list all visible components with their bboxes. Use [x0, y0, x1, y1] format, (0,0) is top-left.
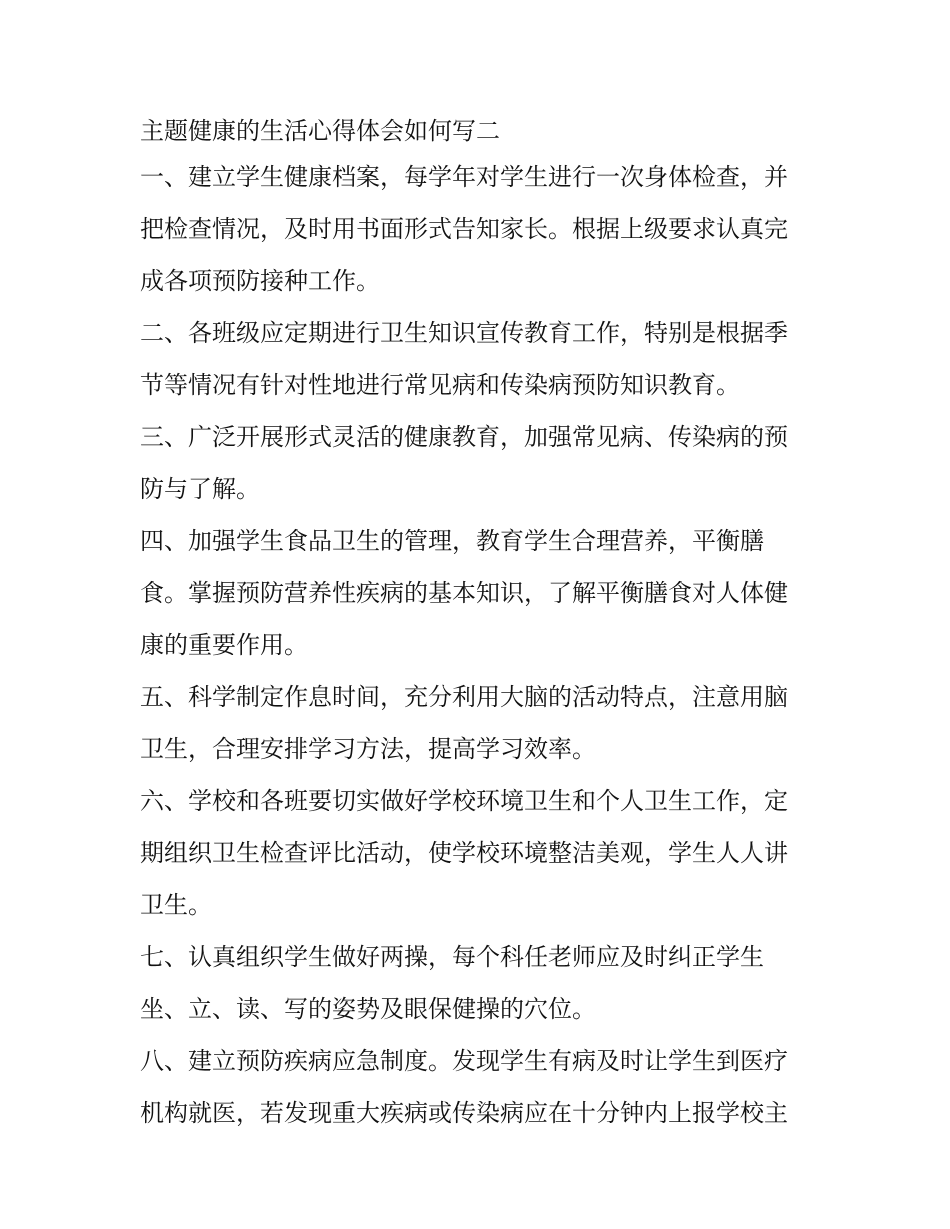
paragraph-1	[140, 151, 820, 307]
text-line: 八、建立预防疾病应急制度。发现学生有病及时让学生到医疗	[140, 1047, 788, 1075]
text-line: 期组织卫生检查评比活动，使学校环境整洁美观，学生人人讲	[140, 839, 788, 867]
text-line: 机构就医，若发现重大疾病或传染病应在十分钟内上报学校主	[140, 1099, 788, 1127]
text-line: 坐、立、读、写的姿势及眼保健操的穴位。	[140, 995, 596, 1023]
text-line: 康的重要作用。	[140, 631, 308, 659]
text-line: 节等情况有针对性地进行常见病和传染病预防知识教育。	[140, 371, 740, 399]
text-line: 四、加强学生食品卫生的管理，教育学生合理营养，平衡膳	[140, 527, 764, 555]
text-line: 三、广泛开展形式灵活的健康教育，加强常见病、传染病的预	[140, 423, 788, 451]
text-line: 二、各班级应定期进行卫生知识宣传教育工作，特别是根据季	[140, 319, 788, 347]
text-line: 成各项预防接种工作。	[140, 267, 380, 295]
text-line: 卫生。	[140, 891, 212, 919]
text-line: 防与了解。	[140, 475, 260, 503]
document-title: 主题健康的生活心得体会如何写二	[140, 117, 500, 145]
paragraph-7	[140, 931, 820, 1035]
text-line: 五、科学制定作息时间，充分利用大脑的活动特点，注意用脑	[140, 683, 788, 711]
paragraph-4	[140, 515, 820, 671]
text-line: 卫生，合理安排学习方法，提高学习效率。	[140, 735, 596, 763]
text-line: 六、学校和各班要切实做好学校环境卫生和个人卫生工作，定	[140, 787, 788, 815]
paragraph-3	[140, 411, 820, 515]
text-line: 七、认真组织学生做好两操，每个科任老师应及时纠正学生	[140, 943, 764, 971]
paragraph-6	[140, 775, 820, 931]
paragraph-5	[140, 671, 820, 775]
text-line: 食。掌握预防营养性疾病的基本知识，了解平衡膳食对人体健	[140, 579, 788, 607]
document-body	[140, 111, 820, 1139]
text-line: 把检查情况，及时用书面形式告知家长。根据上级要求认真完	[140, 215, 788, 243]
text-line: 一、建立学生健康档案，每学年对学生进行一次身体检查，并	[140, 163, 788, 191]
paragraph-8	[140, 1035, 820, 1139]
paragraph-2	[140, 307, 820, 411]
